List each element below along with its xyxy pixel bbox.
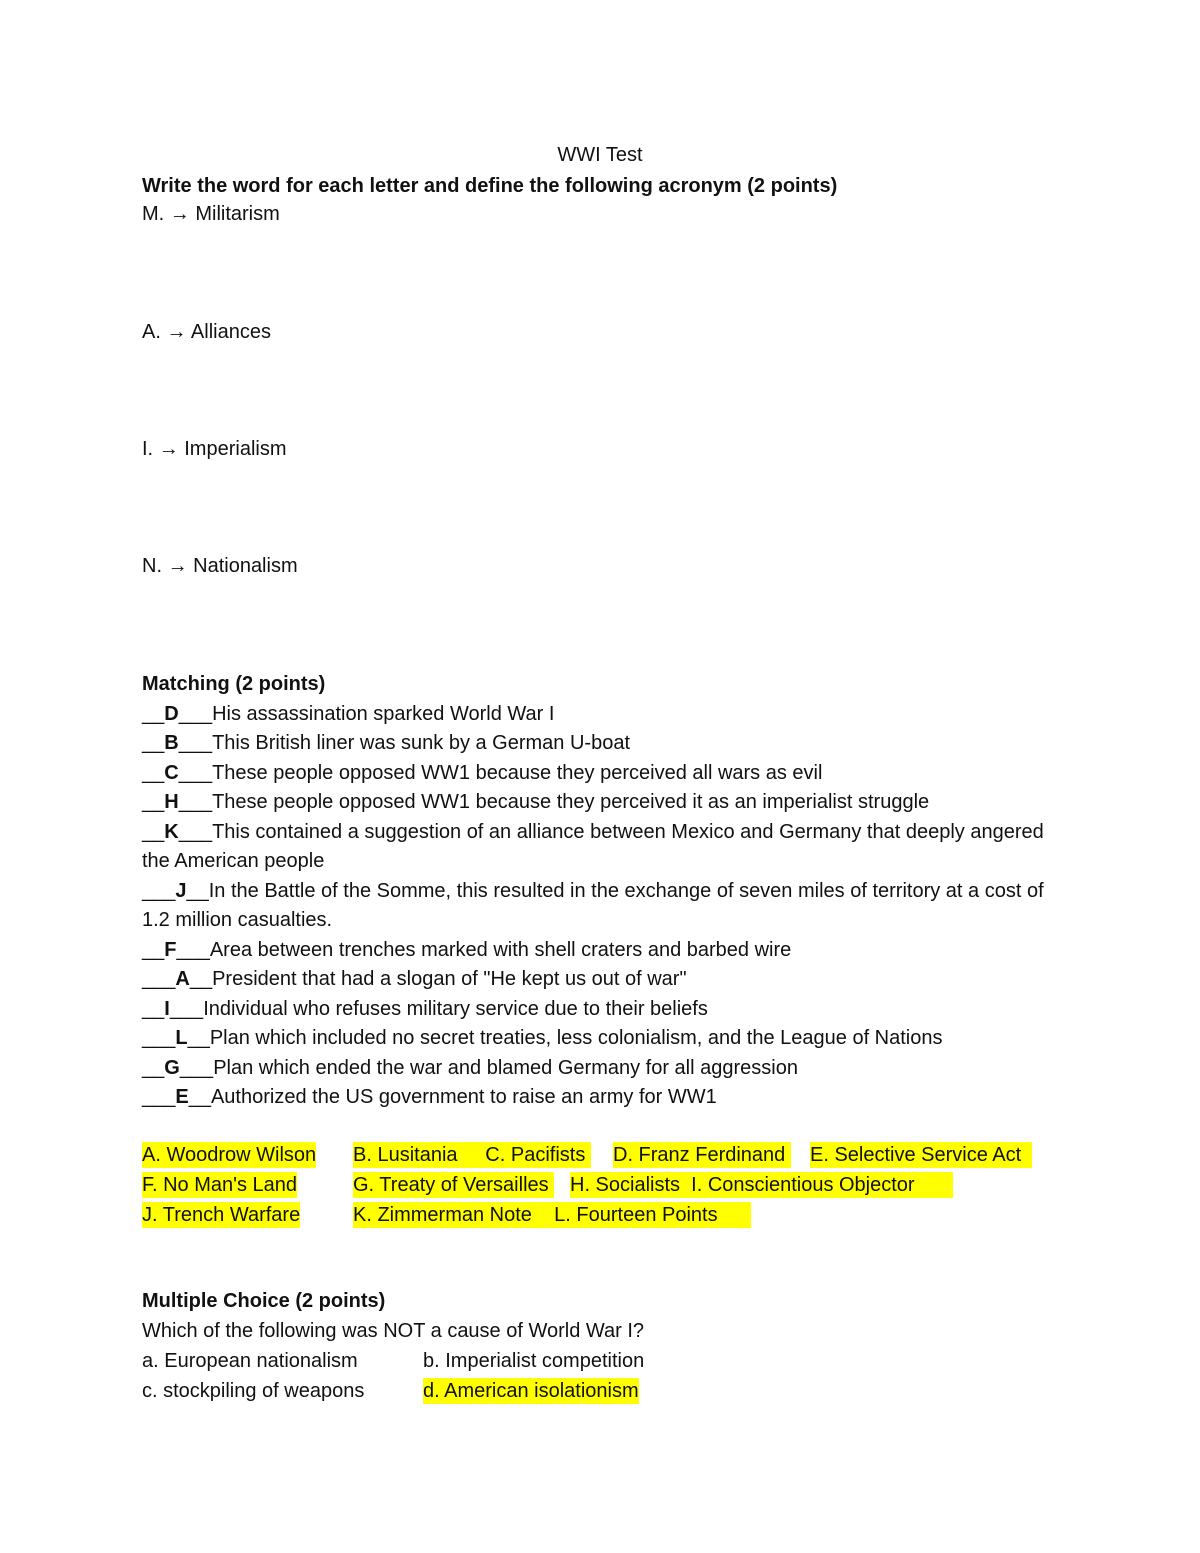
acronym-word: Imperialism [184,438,287,460]
acronym-letter: I. [142,438,154,460]
matching-item: __C___These people opposed WW1 because they perceived all wars as evil [142,761,823,784]
answer-letter: J [175,879,187,902]
acronym-word: Militarism [195,203,280,225]
word-bank-entry: A. Woodrow Wilson [142,1144,317,1166]
matching-item: __D___His assassination sparked World War I [142,702,555,725]
word-bank-entry: B. Lusitania C. Pacifists [353,1144,591,1166]
matching-text: Individual who refuses military service due to their beliefs [203,997,708,1020]
acronym-letter: A. [142,321,161,343]
answer-letter: L [175,1027,188,1049]
matching-text: President that had a slogan of "He kept us out of war" [212,968,687,990]
word-bank-entry: J. Trench Warfare [142,1204,301,1226]
acronym-heading: Write the word for each letter and define the following acronym (2 points) [142,175,838,197]
arrow-icon: → [169,203,190,225]
matching-text: This contained a suggestion of an alliance between Mexico and Germany that deeply angered the American people [142,820,1044,872]
matching-item: __F___Area between trenches marked with shell craters and barbed wire [142,938,792,961]
arrow-icon: → [158,438,179,460]
answer-letter: I [164,997,170,1020]
matching-text: Area between trenches marked with shell craters and barbed wire [209,938,792,961]
word-bank-entry: G. Treaty of Versailles [353,1174,555,1196]
acronym-section [142,172,1072,202]
matching-text: Authorized the US government to raise an army for WW1 [210,1086,717,1108]
word-bank-row [142,1170,1072,1200]
matching-text: These people opposed WW1 because they perceived it as an imperialist struggle [212,791,930,813]
acronym-letter: M. [142,203,165,225]
matching-item: __K___This contained a suggestion of an alliance between Mexico and Germany that deeply angered the American people [142,820,1044,872]
answer-letter: A [175,968,190,990]
option-c: c. stockpiling of weapons [142,1380,365,1402]
matching-item: __B___This British liner was sunk by a German U-boat [142,732,631,754]
answer-letter: B [164,732,179,754]
answer-letter: C [164,761,179,784]
option-d: d. American isolationism [423,1380,639,1402]
option-b: b. Imperialist competition [423,1350,645,1372]
word-bank-entry: F. No Man's Land [142,1174,298,1196]
arrow-icon: → [167,555,188,577]
matching-item: ___J__In the Battle of the Somme, this resulted in the exchange of seven miles of territory at a cost of 1.2 million casualties. [142,879,1044,931]
matching-item: __G___Plan which ended the war and blamed Germany for all aggression [142,1056,798,1079]
matching-text: These people opposed WW1 because they perceived all wars as evil [212,761,823,784]
word-bank-row [142,1200,1072,1230]
matching-item: ___L__Plan which included no secret treaties, less colonialism, and the League of Nations [142,1027,943,1049]
answer-letter: D [164,702,179,725]
answer-letter: G [164,1056,180,1079]
acronym-item-i [142,435,1072,463]
matching-item: __H___These people opposed WW1 because they perceived it as an imperialist struggle [142,791,930,813]
page-title: WWI Test [557,144,643,166]
matching-section [142,670,1072,1113]
acronym-word: Nationalism [193,555,298,577]
matching-item: __I___Individual who refuses military service due to their beliefs [142,997,708,1020]
option-row [142,1346,1072,1376]
word-bank [142,1140,1072,1230]
acronym-letter: N. [142,555,162,577]
multiple-choice-section [142,1287,1072,1406]
matching-item: ___E__Authorized the US government to raise an army for WW1 [142,1086,717,1108]
matching-heading: Matching (2 points) [142,673,326,695]
arrow-icon: → [166,321,187,343]
matching-text: Plan which included no secret treaties, less colonialism, and the League of Nations [209,1027,943,1049]
word-bank-entry: E. Selective Service Act [810,1144,1033,1166]
option-a: a. European nationalism [142,1350,358,1372]
acronym-item-n [142,552,1072,580]
answer-letter: E [175,1086,189,1108]
word-bank-entry: H. Socialists I. Conscientious Objector [570,1174,954,1196]
answer-letter: F [164,938,177,961]
acronym-item-a [142,318,1072,346]
answer-letter: K [164,820,179,843]
matching-text: Plan which ended the war and blamed Germany for all aggression [213,1056,798,1079]
word-bank-entry: K. Zimmerman Note L. Fourteen Points [353,1204,751,1226]
matching-text: His assassination sparked World War I [212,702,555,725]
word-bank-row [142,1140,1072,1170]
word-bank-entry: D. Franz Ferdinand [613,1144,791,1166]
matching-item: ___A__President that had a slogan of "He kept us out of war" [142,968,687,990]
option-row [142,1376,1072,1406]
matching-text: In the Battle of the Somme, this resulted in the exchange of seven miles of territory at a cost of 1.2 million casualties. [142,879,1044,931]
multiple-choice-heading: Multiple Choice (2 points) [142,1290,386,1312]
acronym-word: Alliances [190,321,271,343]
acronym-item-m [142,200,1072,228]
answer-letter: H [164,791,179,813]
matching-text: This British liner was sunk by a German U-boat [212,732,631,754]
question-text: Which of the following was NOT a cause of World War I? [142,1319,645,1342]
